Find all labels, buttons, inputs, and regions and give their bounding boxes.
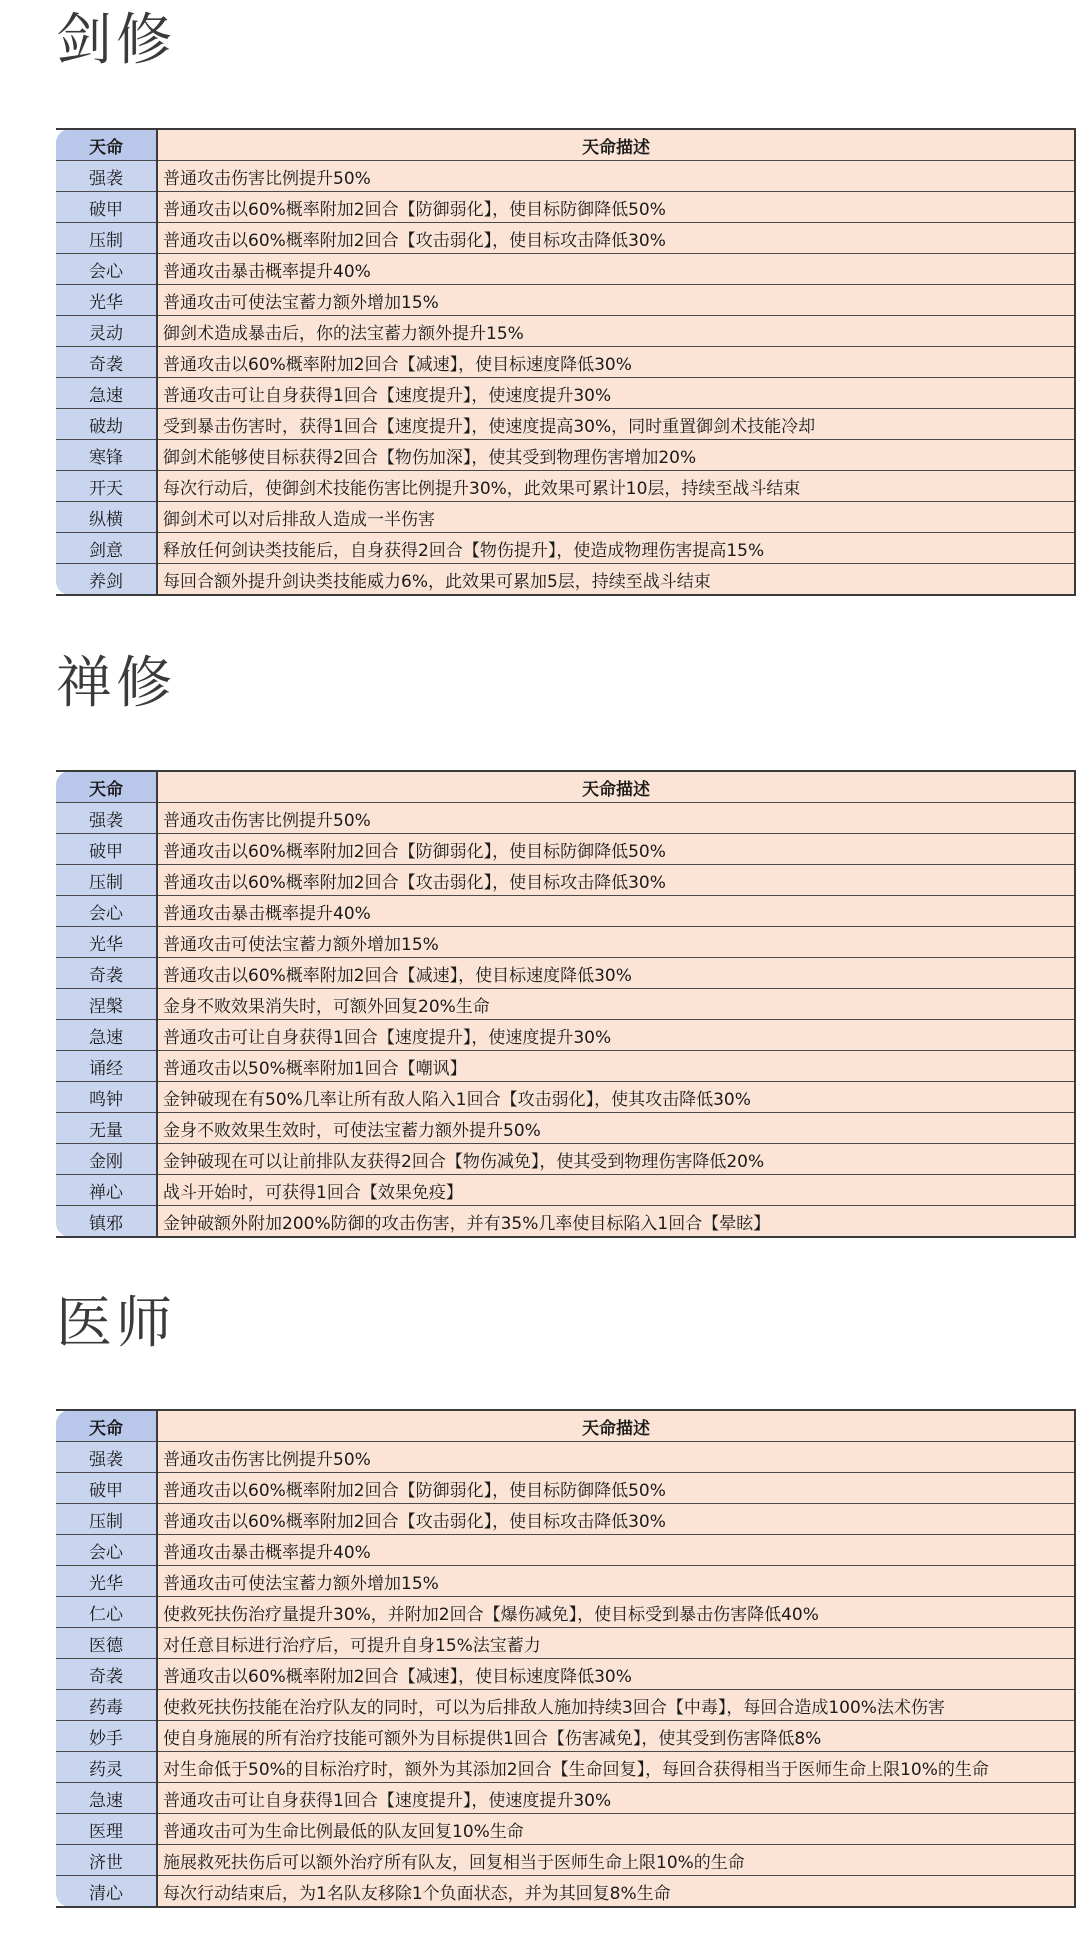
table-row xyxy=(56,502,1075,533)
destiny-name: 开天 xyxy=(56,471,157,502)
table-row xyxy=(56,564,1075,596)
destiny-name: 压制 xyxy=(56,1504,157,1535)
table-row xyxy=(56,1876,1075,1908)
destiny-description: 普通攻击伤害比例提升50% xyxy=(157,803,1075,834)
table-row xyxy=(56,1473,1075,1504)
table-row xyxy=(56,1783,1075,1814)
table-row xyxy=(56,1659,1075,1690)
destiny-name: 奇袭 xyxy=(56,347,157,378)
header-destiny-description: 天命描述 xyxy=(157,129,1075,161)
destiny-description: 普通攻击可使法宝蓄力额外增加15% xyxy=(157,1566,1075,1597)
destiny-name: 压制 xyxy=(56,865,157,896)
destiny-name: 养剑 xyxy=(56,564,157,596)
header-destiny-description: 天命描述 xyxy=(157,1410,1075,1442)
table-row xyxy=(56,285,1075,316)
table-row xyxy=(56,1690,1075,1721)
destiny-name: 妙手 xyxy=(56,1721,157,1752)
destiny-description: 普通攻击以60%概率附加2回合【攻击弱化】，使目标攻击降低30% xyxy=(157,1504,1075,1535)
destiny-table xyxy=(56,128,1076,596)
destiny-description: 对生命低于50%的目标治疗时，额外为其添加2回合【生命回复】，每回合获得相当于医师生命上限10%的生命 xyxy=(157,1752,1075,1783)
table-row xyxy=(56,471,1075,502)
table-row xyxy=(56,896,1075,927)
destiny-name: 急速 xyxy=(56,1783,157,1814)
destiny-description: 御剑术能够使目标获得2回合【物伤加深】，使其受到物理伤害增加20% xyxy=(157,440,1075,471)
destiny-description: 普通攻击以60%概率附加2回合【减速】，使目标速度降低30% xyxy=(157,1659,1075,1690)
destiny-description: 普通攻击以60%概率附加2回合【攻击弱化】，使目标攻击降低30% xyxy=(157,865,1075,896)
table-row xyxy=(56,834,1075,865)
table-row xyxy=(56,1845,1075,1876)
destiny-name: 急速 xyxy=(56,378,157,409)
destiny-name: 破甲 xyxy=(56,834,157,865)
table-row xyxy=(56,1597,1075,1628)
section-title: 医师 xyxy=(56,1291,176,1356)
destiny-description: 金钟破现在可以让前排队友获得2回合【物伤减免】，使其受到物理伤害降低20% xyxy=(157,1144,1075,1175)
destiny-description: 普通攻击暴击概率提升40% xyxy=(157,254,1075,285)
table-header-row xyxy=(56,1410,1075,1442)
destiny-name: 光华 xyxy=(56,1566,157,1597)
table-row xyxy=(56,1442,1075,1473)
table-body xyxy=(56,1410,1075,1907)
destiny-description: 普通攻击暴击概率提升40% xyxy=(157,896,1075,927)
table-row xyxy=(56,1814,1075,1845)
section-title: 禅修 xyxy=(56,651,176,716)
destiny-name: 医理 xyxy=(56,1814,157,1845)
table-row xyxy=(56,1206,1075,1238)
table-row xyxy=(56,1535,1075,1566)
destiny-name: 禅心 xyxy=(56,1175,157,1206)
section-title: 剑修 xyxy=(56,8,176,73)
destiny-name: 医德 xyxy=(56,1628,157,1659)
table-row xyxy=(56,533,1075,564)
destiny-description: 使救死扶伤技能在治疗队友的同时，可以为后排敌人施加持续3回合【中毒】，每回合造成100%法术伤害 xyxy=(157,1690,1075,1721)
destiny-name: 奇袭 xyxy=(56,1659,157,1690)
header-destiny: 天命 xyxy=(56,1410,157,1442)
table-row xyxy=(56,254,1075,285)
header-destiny-description: 天命描述 xyxy=(157,771,1075,803)
destiny-name: 灵动 xyxy=(56,316,157,347)
table-header-row xyxy=(56,129,1075,161)
destiny-description: 普通攻击可让自身获得1回合【速度提升】，使速度提升30% xyxy=(157,378,1075,409)
destiny-name: 仁心 xyxy=(56,1597,157,1628)
table-row xyxy=(56,1752,1075,1783)
destiny-name: 济世 xyxy=(56,1845,157,1876)
destiny-name: 急速 xyxy=(56,1020,157,1051)
destiny-name: 镇邪 xyxy=(56,1206,157,1238)
destiny-description: 受到暴击伤害时，获得1回合【速度提升】，使速度提高30%，同时重置御剑术技能冷却 xyxy=(157,409,1075,440)
destiny-name: 会心 xyxy=(56,254,157,285)
table-row xyxy=(56,347,1075,378)
destiny-name: 涅槃 xyxy=(56,989,157,1020)
destiny-description: 普通攻击以60%概率附加2回合【防御弱化】，使目标防御降低50% xyxy=(157,834,1075,865)
destiny-name: 光华 xyxy=(56,927,157,958)
table-row xyxy=(56,1144,1075,1175)
destiny-description: 普通攻击以60%概率附加2回合【攻击弱化】，使目标攻击降低30% xyxy=(157,223,1075,254)
table-body xyxy=(56,129,1075,595)
destiny-name: 会心 xyxy=(56,1535,157,1566)
destiny-description: 御剑术造成暴击后，你的法宝蓄力额外提升15% xyxy=(157,316,1075,347)
destiny-description: 金钟破现在有50%几率让所有敌人陷入1回合【攻击弱化】，使其攻击降低30% xyxy=(157,1082,1075,1113)
destiny-description: 普通攻击可使法宝蓄力额外增加15% xyxy=(157,927,1075,958)
destiny-table xyxy=(56,1409,1076,1908)
destiny-description: 御剑术可以对后排敌人造成一半伤害 xyxy=(157,502,1075,533)
destiny-description: 每次行动结束后，为1名队友移除1个负面状态，并为其回复8%生命 xyxy=(157,1876,1075,1908)
destiny-name: 强袭 xyxy=(56,803,157,834)
destiny-description: 普通攻击可使法宝蓄力额外增加15% xyxy=(157,285,1075,316)
table-row xyxy=(56,1721,1075,1752)
table-row xyxy=(56,1051,1075,1082)
destiny-name: 会心 xyxy=(56,896,157,927)
table-row xyxy=(56,1082,1075,1113)
destiny-description: 每回合额外提升剑诀类技能威力6%，此效果可累加5层，持续至战斗结束 xyxy=(157,564,1075,596)
destiny-name: 压制 xyxy=(56,223,157,254)
table-row xyxy=(56,1113,1075,1144)
table-row xyxy=(56,1566,1075,1597)
destiny-description: 普通攻击可为生命比例最低的队友回复10%生命 xyxy=(157,1814,1075,1845)
table-row xyxy=(56,440,1075,471)
destiny-description: 金钟破额外附加200%防御的攻击伤害，并有35%几率使目标陷入1回合【晕眩】 xyxy=(157,1206,1075,1238)
destiny-description: 使自身施展的所有治疗技能可额外为目标提供1回合【伤害减免】，使其受到伤害降低8% xyxy=(157,1721,1075,1752)
table-row xyxy=(56,958,1075,989)
destiny-name: 金刚 xyxy=(56,1144,157,1175)
destiny-description: 普通攻击暴击概率提升40% xyxy=(157,1535,1075,1566)
destiny-description: 金身不败效果消失时，可额外回复20%生命 xyxy=(157,989,1075,1020)
destiny-description: 普通攻击可让自身获得1回合【速度提升】，使速度提升30% xyxy=(157,1020,1075,1051)
table-row xyxy=(56,192,1075,223)
table-row xyxy=(56,865,1075,896)
destiny-name: 诵经 xyxy=(56,1051,157,1082)
table-row xyxy=(56,989,1075,1020)
table-row xyxy=(56,1628,1075,1659)
table-row xyxy=(56,927,1075,958)
destiny-name: 鸣钟 xyxy=(56,1082,157,1113)
destiny-description: 普通攻击可让自身获得1回合【速度提升】，使速度提升30% xyxy=(157,1783,1075,1814)
destiny-name: 剑意 xyxy=(56,533,157,564)
destiny-name: 无量 xyxy=(56,1113,157,1144)
destiny-name: 破劫 xyxy=(56,409,157,440)
destiny-name: 光华 xyxy=(56,285,157,316)
destiny-name: 寒锋 xyxy=(56,440,157,471)
destiny-description: 使救死扶伤治疗量提升30%，并附加2回合【爆伤减免】，使目标受到暴击伤害降低40% xyxy=(157,1597,1075,1628)
destiny-name: 强袭 xyxy=(56,161,157,192)
table-row xyxy=(56,1020,1075,1051)
destiny-description: 释放任何剑诀类技能后，自身获得2回合【物伤提升】，使造成物理伤害提高15% xyxy=(157,533,1075,564)
header-destiny: 天命 xyxy=(56,129,157,161)
destiny-table xyxy=(56,770,1076,1238)
destiny-description: 战斗开始时，可获得1回合【效果免疫】 xyxy=(157,1175,1075,1206)
header-destiny: 天命 xyxy=(56,771,157,803)
destiny-description: 普通攻击以60%概率附加2回合【防御弱化】，使目标防御降低50% xyxy=(157,1473,1075,1504)
destiny-description: 普通攻击伤害比例提升50% xyxy=(157,1442,1075,1473)
destiny-name: 破甲 xyxy=(56,1473,157,1504)
table-body xyxy=(56,771,1075,1237)
table-row xyxy=(56,1175,1075,1206)
destiny-description: 普通攻击伤害比例提升50% xyxy=(157,161,1075,192)
table-row xyxy=(56,316,1075,347)
destiny-name: 强袭 xyxy=(56,1442,157,1473)
destiny-name: 奇袭 xyxy=(56,958,157,989)
destiny-name: 清心 xyxy=(56,1876,157,1908)
destiny-description: 普通攻击以50%概率附加1回合【嘲讽】 xyxy=(157,1051,1075,1082)
destiny-name: 破甲 xyxy=(56,192,157,223)
table-row xyxy=(56,378,1075,409)
destiny-name: 药毒 xyxy=(56,1690,157,1721)
destiny-name: 药灵 xyxy=(56,1752,157,1783)
destiny-description: 对任意目标进行治疗后，可提升自身15%法宝蓄力 xyxy=(157,1628,1075,1659)
table-row xyxy=(56,223,1075,254)
destiny-name: 纵横 xyxy=(56,502,157,533)
destiny-description: 金身不败效果生效时，可使法宝蓄力额外提升50% xyxy=(157,1113,1075,1144)
table-row xyxy=(56,803,1075,834)
destiny-description: 普通攻击以60%概率附加2回合【减速】，使目标速度降低30% xyxy=(157,347,1075,378)
table-row xyxy=(56,161,1075,192)
table-header-row xyxy=(56,771,1075,803)
destiny-description: 每次行动后，使御剑术技能伤害比例提升30%，此效果可累计10层，持续至战斗结束 xyxy=(157,471,1075,502)
table-row xyxy=(56,409,1075,440)
table-row xyxy=(56,1504,1075,1535)
destiny-description: 普通攻击以60%概率附加2回合【防御弱化】，使目标防御降低50% xyxy=(157,192,1075,223)
destiny-description: 施展救死扶伤后可以额外治疗所有队友，回复相当于医师生命上限10%的生命 xyxy=(157,1845,1075,1876)
destiny-description: 普通攻击以60%概率附加2回合【减速】，使目标速度降低30% xyxy=(157,958,1075,989)
